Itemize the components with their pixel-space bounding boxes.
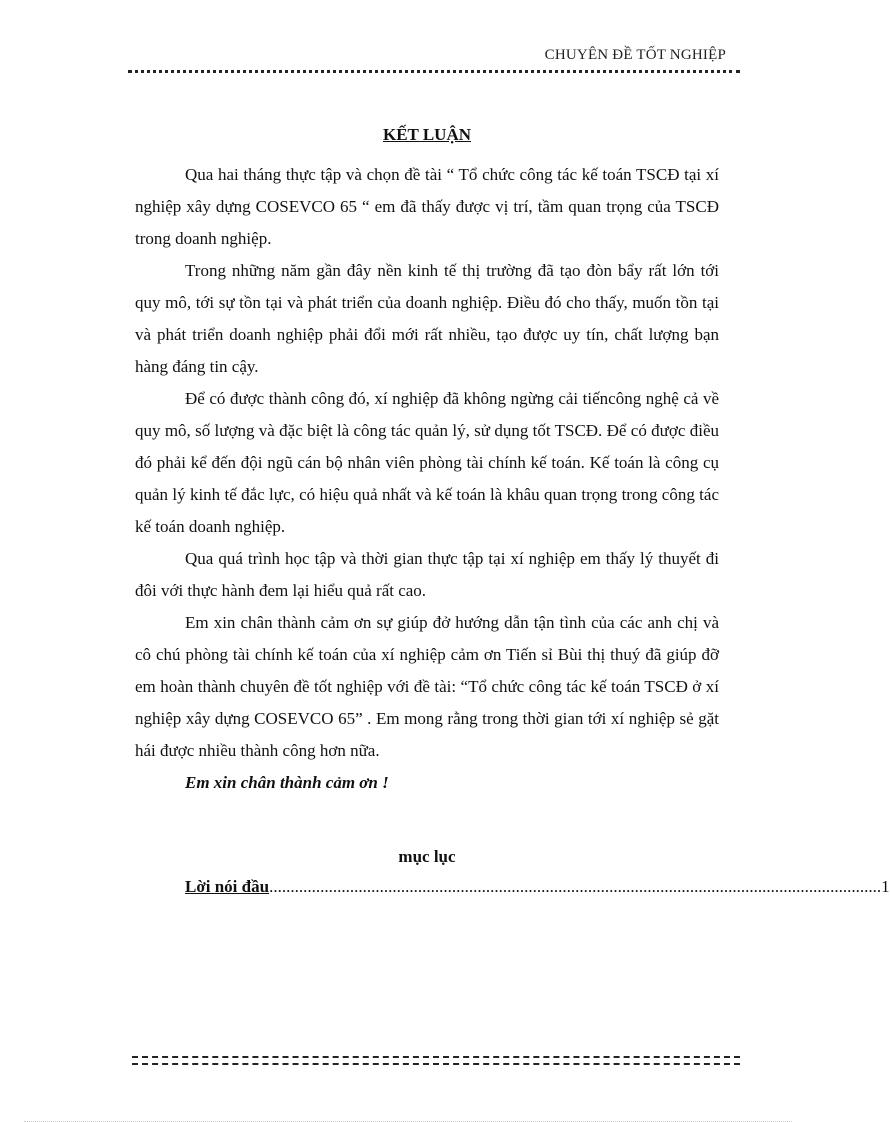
toc-entry[interactable]	[185, 873, 890, 901]
header-divider	[128, 70, 740, 73]
toc-title: mục lục	[398, 847, 456, 866]
header-title: CHUYÊN ĐỀ TỐT NGHIỆP	[544, 47, 726, 63]
toc-entry-label: Lời nói đầu	[185, 877, 270, 896]
main-content	[135, 125, 890, 901]
toc-leader-dots: ................................................................................................................................................	[269, 877, 882, 896]
paragraph: Em xin chân thành cảm ơn sự giúp đở hướng dẫn tận tình của các anh chị và cô chú phòng tài chính kế toán của xí nghiệp cảm ơn Tiến sỉ Bùi thị thuý đã giúp đỡ em hoàn thành chuyên đề tốt nghiệp với đề tài: “Tổ chức công tác kế toán TSCĐ ở xí nghiệp xây dựng COSEVCO 65” . Em mong rằng trong thời gian tới xí nghiệp sẻ gặt hái được nhiều thành công hơn nữa.	[135, 613, 719, 760]
footer-divider	[132, 1056, 740, 1065]
paragraph: Qua quá trình học tập và thời gian thực tập tại xí nghiệp em thấy lý thuyết đi đôi với thực hành đem lại hiểu quả rất cao.	[135, 549, 719, 600]
paragraph: Qua hai tháng thực tập và chọn đề tài “ Tổ chức công tác kế toán TSCĐ tại xí nghiệp xây dựng COSEVCO 65 “ em đã thấy được vị trí, tầm quan trọng của TSCĐ trong doanh nghiệp.	[135, 165, 719, 248]
paragraph: Trong những năm gần đây nền kinh tế thị trường đã tạo đòn bẩy rất lớn tới quy mô, tới sự tồn tại và phát triển của doanh nghiệp. Điều đó cho thấy, muốn tồn tại và phát triển doanh nghiệp phải đổi mới rất nhiều, tạo được uy tín, chất lượng bạn hàng đáng tin cậy.	[135, 261, 719, 376]
thanks-line: Em xin chân thành cảm ơn !	[185, 773, 389, 792]
toc-entry-page: 1	[881, 877, 890, 896]
section-title: KẾT LUẬN	[382, 125, 471, 144]
paragraph: Để có được thành công đó, xí nghiệp đã không ngừng cải tiếncông nghệ cả về quy mô, số lượng và đặc biệt là công tác quản lý, sử dụng tốt TSCĐ. Để có được điều đó phải kể đến đội ngũ cán bộ nhân viên phòng tài chính kế toán. Kế toán là công cụ quản lý kinh tế đắc lực, có hiệu quả nhất và kế toán là khâu quan trọng trong công tác kế toán doanh nghiệp.	[135, 389, 719, 536]
page-edge-dots	[24, 1121, 792, 1122]
